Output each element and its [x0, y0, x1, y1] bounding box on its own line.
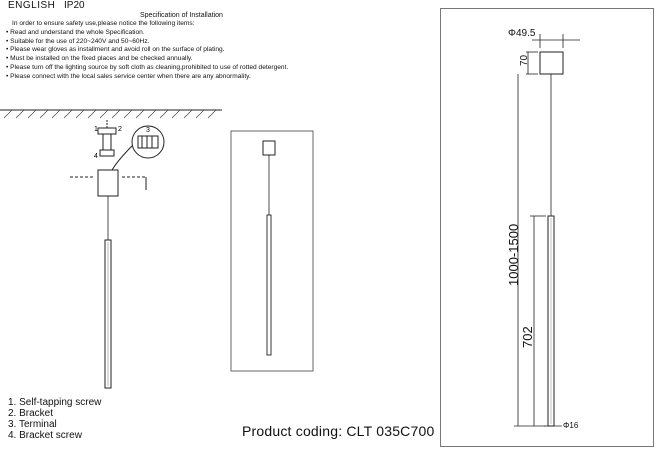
spec-line: • Read and understand the whole Specification.: [6, 28, 145, 36]
language-label: ENGLISH: [8, 0, 56, 11]
product-coding: Product coding: CLT 035C700: [242, 423, 435, 439]
spec-line: • Suitable for the use of 220~240V and 50~60Hz.: [6, 37, 150, 45]
bracket-assembly: [98, 120, 116, 156]
spec-title: Specification of Installation: [140, 12, 223, 19]
preview-frame: [231, 131, 313, 371]
spec-line: • Must be installed on the fixed places and be checked annually.: [6, 55, 193, 63]
tube-length-dim: 702: [520, 326, 535, 348]
spec-line: • Please wear gloves as installment and avoid roll on the surface of plating.: [6, 46, 225, 54]
legend-item: 4. Bracket screw: [8, 430, 82, 441]
ceiling-hatch: [4, 110, 216, 118]
canopy-outline: [540, 52, 563, 74]
spec-line: • Please connect with the local sales service center when there are any abnormality.: [6, 72, 251, 80]
total-length-dim: 1000-1500: [506, 223, 521, 286]
legend-item: 3. Terminal: [8, 419, 57, 430]
tube-diameter-dim: Φ16: [563, 421, 579, 430]
legend-item: 2. Bracket: [8, 408, 54, 419]
label-1: 1: [94, 126, 98, 133]
spec-line: • Please turn off the lighting source by soft cloth as cleaning,prohibited to use of rotted detergent.: [6, 63, 289, 71]
preview-tube: [267, 215, 271, 355]
label-3: 3: [146, 127, 150, 134]
canopy-diameter-dim: Φ49.5: [508, 28, 536, 39]
dimension-drawing: [440, 8, 654, 448]
label-2: 2: [118, 126, 122, 133]
preview-canopy: [263, 141, 275, 155]
legend-item: 1. Self-tapping screw: [8, 397, 102, 408]
canopy-height-dim: 70: [519, 54, 530, 66]
canopy: [70, 170, 146, 196]
spec-line: In order to ensure safety use,please notice the following items:: [12, 20, 195, 27]
ip-rating-label: IP20: [64, 0, 85, 11]
parts-legend: [8, 397, 101, 441]
label-4: 4: [94, 153, 98, 160]
